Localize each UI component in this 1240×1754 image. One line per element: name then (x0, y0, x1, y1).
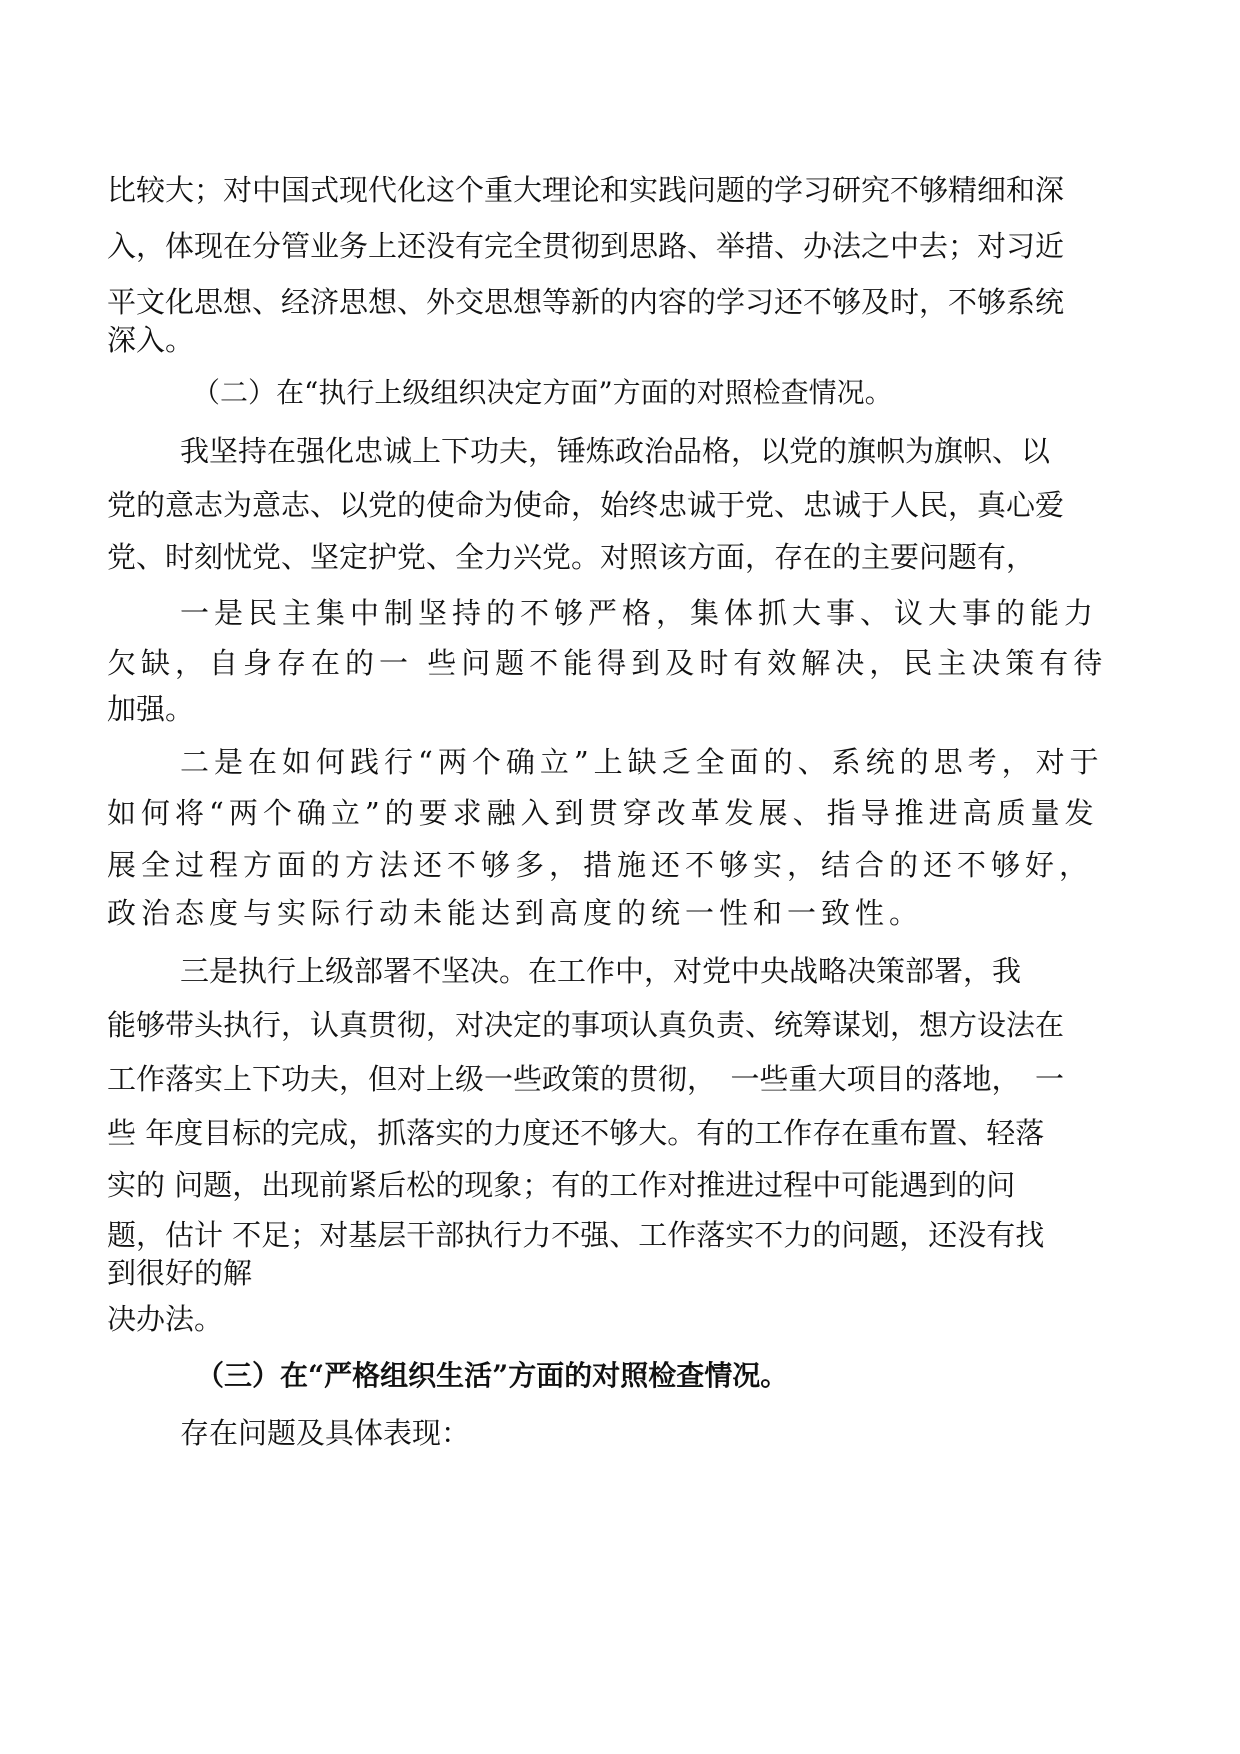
paragraph-line: 加强。 (107, 692, 195, 726)
paragraph-line: 党的意志为意志、以党的使命为使命，始终忠诚于党、忠诚于人民，真心爱 (107, 488, 1065, 522)
paragraph-line: 入，体现在分管业务上还没有完全贯彻到思路、举措、办法之中去；对习近 (107, 229, 1065, 263)
paragraph-line: 党、时刻忧党、坚定护党、全力兴党。对照该方面，存在的主要问题有， (107, 540, 1036, 574)
paragraph-line: 一是民主集中制坚持的不够严格，集体抓大事、议大事的能力 (180, 596, 1099, 630)
paragraph-line: 展全过程方面的方法还不够多，措施还不够实，结合的还不够好， (107, 848, 1094, 882)
paragraph-line: 些 年度目标的完成，抓落实的力度还不够大。有的工作存在重布置、轻落 (107, 1116, 1045, 1150)
paragraph-line: 三是执行上级部署不坚决。在工作中，对党中央战略决策部署，我 (180, 954, 1022, 988)
paragraph-line: 比较大；对中国式现代化这个重大理论和实践问题的学习研究不够精细和深 (107, 173, 1065, 207)
paragraph-line: 工作落实上下功夫，但对上级一些政策的贯彻， 一些重大项目的落地， 一 (107, 1062, 1065, 1096)
paragraph-line: 决办法。 (107, 1302, 224, 1336)
paragraph-line: 实的 问题，出现前紧后松的现象；有的工作对推进过程中可能遇到的问 (107, 1168, 1016, 1202)
paragraph-line: 深入。 (107, 323, 195, 357)
paragraph-line: 题，估计 不足；对基层干部执行力不强、工作落实不力的问题，还没有找 (107, 1218, 1045, 1252)
section-heading-2: （二）在“执行上级组织决定方面”方面的对照检查情况。 (192, 376, 893, 409)
paragraph-line: 存在问题及具体表现： (180, 1416, 471, 1450)
paragraph-line: 如何将“两个确立”的要求融入到贯穿改革发展、指导推进高质量发 (107, 796, 1099, 830)
paragraph-line: 我坚持在强化忠诚上下功夫，锤炼政治品格，以党的旗帜为旗帜、以 (180, 434, 1051, 468)
paragraph-line: 到很好的解 (107, 1256, 253, 1290)
paragraph-line: 政治态度与实际行动未能达到高度的统一性和一致性。 (107, 896, 924, 930)
paragraph-line: 平文化思想、经济思想、外交思想等新的内容的学习还不够及时，不够系统 (107, 285, 1065, 319)
section-heading-3: （三）在“严格组织生活”方面的对照检查情况。 (196, 1359, 789, 1392)
paragraph-line: 二是在如何践行“两个确立”上缺乏全面的、系统的思考，对于 (180, 745, 1104, 779)
paragraph-line: 欠缺，自身存在的一 些问题不能得到及时有效解决，民主决策有待 (107, 646, 1108, 680)
paragraph-line: 能够带头执行，认真贯彻，对决定的事项认真负责、统筹谋划，想方设法在 (107, 1008, 1065, 1042)
